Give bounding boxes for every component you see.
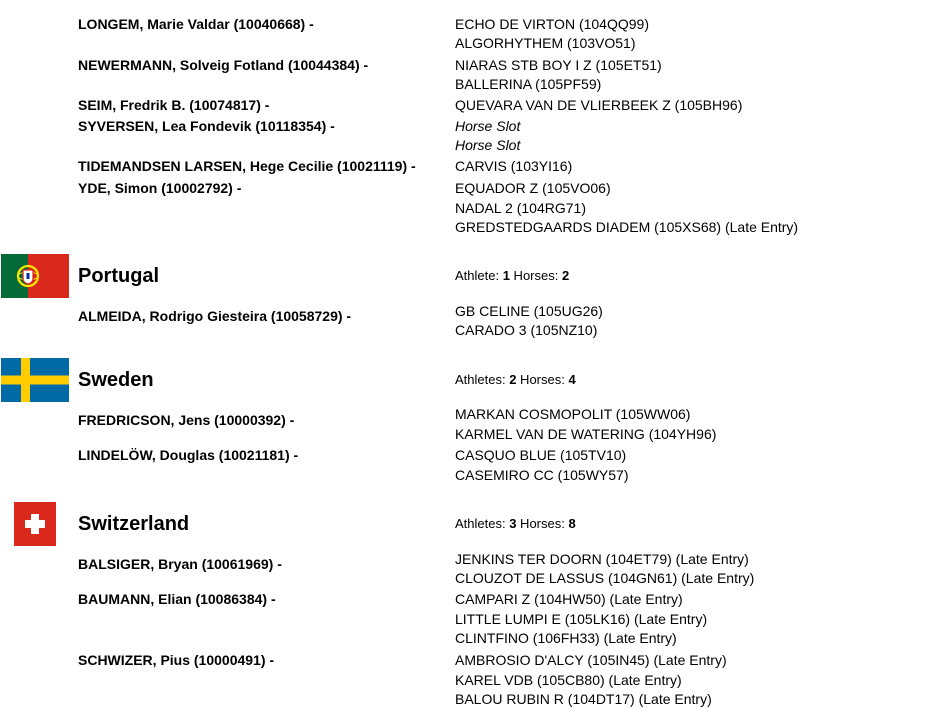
horse-entry: ECHO DE VIRTON (104QQ99) xyxy=(455,16,649,32)
horses-count: 4 xyxy=(568,372,576,387)
country-name: Sweden xyxy=(78,369,154,391)
horse-entry: KARMEL VAN DE WATERING (104YH96) xyxy=(455,426,717,442)
horse-slot-placeholder: Horse Slot xyxy=(455,137,521,153)
athlete-name: ALMEIDA, Rodrigo Giesteira (10058729) - xyxy=(78,308,352,324)
athletes-label: Athlete: xyxy=(455,268,503,283)
athletes-label: Athletes: xyxy=(455,516,510,531)
athlete-name: FREDRICSON, Jens (10000392) - xyxy=(78,412,295,428)
switzerland-flag xyxy=(1,502,69,546)
horse-entry: CARADO 3 (105NZ10) xyxy=(455,322,598,338)
horses-label: Horses: xyxy=(516,516,569,531)
athlete-name: NEWERMANN, Solveig Fotland (10044384) - xyxy=(78,57,369,73)
athletes-count: 2 xyxy=(509,372,517,387)
entry-summary xyxy=(455,268,569,284)
horse-entry: AMBROSIO D'ALCY (105IN45) (Late Entry) xyxy=(455,652,727,668)
horse-entry: JENKINS TER DOORN (104ET79) (Late Entry) xyxy=(455,551,749,567)
horse-entry: ALGORHYTHEM (103VO51) xyxy=(455,35,636,51)
horse-entry: CASEMIRO CC (105WY57) xyxy=(455,467,629,483)
athlete-name: BAUMANN, Elian (10086384) - xyxy=(78,591,276,607)
athlete-name: LINDELÖW, Douglas (10021181) - xyxy=(78,447,299,463)
horse-entry: CLINTFINO (106FH33) (Late Entry) xyxy=(455,630,677,646)
athlete-name: LONGEM, Marie Valdar (10040668) - xyxy=(78,16,314,32)
athlete-name: YDE, Simon (10002792) - xyxy=(78,180,242,196)
athletes-label: Athletes: xyxy=(455,372,510,387)
horse-entry: QUEVARA VAN DE VLIERBEEK Z (105BH96) xyxy=(455,97,743,113)
portugal-flag xyxy=(1,254,69,298)
entry-summary xyxy=(455,372,576,388)
horse-entry: LITTLE LUMPI E (105LK16) (Late Entry) xyxy=(455,611,708,627)
athletes-count: 1 xyxy=(502,268,510,283)
horse-entry: NIARAS STB BOY I Z (105ET51) xyxy=(455,57,662,73)
horse-entry: CLOUZOT DE LASSUS (104GN61) (Late Entry) xyxy=(455,570,755,586)
athlete-name: TIDEMANDSEN LARSEN, Hege Cecilie (10021119) - xyxy=(78,158,416,174)
athlete-name: SCHWIZER, Pius (10000491) - xyxy=(78,652,275,668)
athlete-name: SYVERSEN, Lea Fondevik (10118354) - xyxy=(78,118,335,134)
horses-count: 2 xyxy=(561,268,570,283)
horse-entry: CAMPARI Z (104HW50) (Late Entry) xyxy=(455,591,683,607)
athlete-name: BALSIGER, Bryan (10061969) - xyxy=(78,556,282,572)
horse-entry: CARVIS (103YI16) xyxy=(455,158,573,174)
horse-entry: CASQUO BLUE (105TV10) xyxy=(455,447,627,463)
horse-entry xyxy=(455,118,520,134)
horse-entry: GREDSTEDGAARDS DIADEM (105XS68) (Late Entry) xyxy=(455,219,799,235)
horse-slot-placeholder: Horse Slot xyxy=(455,118,521,134)
horse-entry: MARKAN COSMOPOLIT (105WW06) xyxy=(455,406,691,422)
horses-count: 8 xyxy=(568,516,576,531)
entry-summary xyxy=(455,516,576,532)
horse-entry: NADAL 2 (104RG71) xyxy=(455,200,586,216)
horses-label: Horses: xyxy=(509,268,562,283)
country-name: Portugal xyxy=(78,265,160,287)
country-name: Switzerland xyxy=(78,513,190,535)
horse-entry: BALOU RUBIN R (104DT17) (Late Entry) xyxy=(455,691,712,707)
athlete-name: SEIM, Fredrik B. (10074817) - xyxy=(78,97,270,113)
horse-entry: KAREL VDB (105CB80) (Late Entry) xyxy=(455,672,682,688)
sweden-flag xyxy=(1,358,69,402)
horse-entry xyxy=(455,137,520,153)
athletes-count: 3 xyxy=(509,516,517,531)
horse-entry: BALLERINA (105PF59) xyxy=(455,76,602,92)
horse-entry: GB CELINE (105UG26) xyxy=(455,303,603,319)
horses-label: Horses: xyxy=(516,372,569,387)
horse-entry: EQUADOR Z (105VO06) xyxy=(455,180,611,196)
